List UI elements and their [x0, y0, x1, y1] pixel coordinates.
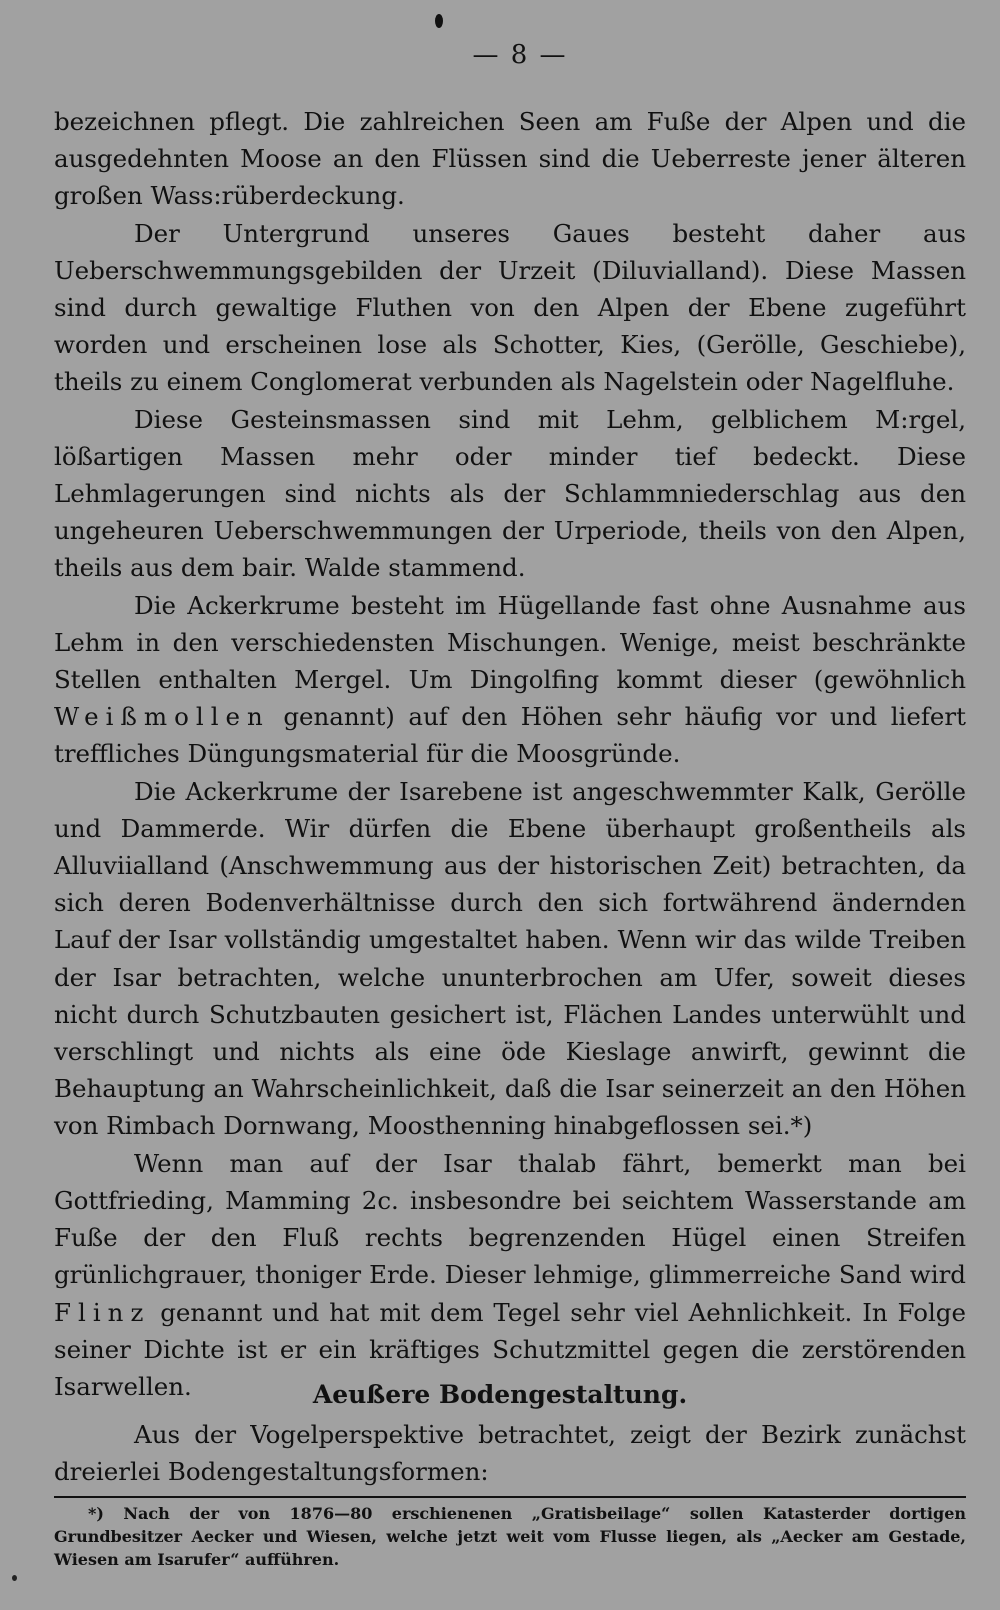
- footnote-divider: [54, 1496, 966, 1498]
- ink-spot: [435, 14, 443, 28]
- paragraph: Der Untergrund unseres Gaues besteht daher aus Ueberschwemmungsgebilden der Urzeit (Diluvialland). Diese Massen sind durch gewaltige Fluthen von den Alpen der Ebene zugeführt worden und erscheinen lose als Schotter, Kies, (Gerölle, Geschiebe), theils zu einem Conglomerat verbunden als Nagelstein oder Nagelfluhe.: [54, 218, 966, 397]
- spaced-term: Weißmollen: [54, 702, 270, 732]
- spaced-term: Flinz: [54, 1297, 151, 1327]
- ink-spot: [12, 1575, 17, 1581]
- section-heading: Aeußere Bodengestaltung.: [312, 1380, 688, 1409]
- paragraph: Die Ackerkrume der Isarebene ist angeschwemmter Kalk, Gerölle und Dammerde. Wir dürfen die Ebene überhaupt großentheils als Alluviialland (Anschwemmung aus der historischen Zeit) betrachten, da sich deren Bodenverhältnisse durch den sich fortwährend ändernden Lauf der Isar vollständig umgestaltet haben. Wenn wir das wilde Treiben der Isar betrachten, welche ununterbrochen am Ufer, soweit dieses nicht durch Schutzbauten gesichert ist, Flächen Landes unterwühlt und verschlingt und nichts als eine öde Kieslage anwirft, gewinnt die Behauptung an Wahrscheinlichkeit, daß die Isar seinerzeit an den Höhen von Rimbach Dornwang, Moosthenning hinabgeflossen sei.*): [54, 776, 966, 1141]
- paragraph: Aus der Vogelperspektive betrachtet, zeigt der Bezirk zunächst dreierlei Bodengestaltungsformen:: [54, 1420, 966, 1487]
- closing-text: [54, 1416, 966, 1490]
- paragraph-text: genannt) auf den Höhen sehr häufig vor und liefert treffliches Düngungsmaterial für die Moosgründe.: [54, 702, 966, 769]
- body-text: [54, 103, 966, 1405]
- paragraph: Diese Gesteinsmassen sind mit Lehm, gelblichem M:rgel, lößartigen Massen mehr oder minder tief bedeckt. Diese Lehmlagerungen sind nichts als der Schlammniederschlag aus den ungeheuren Ueberschwemmungen der Urperiode, theils von den Alpen, theils aus dem bair. Walde stammend.: [54, 404, 966, 583]
- paragraph-text: genannt und hat mit dem Tegel sehr viel Aehnlichkeit. In Folge seiner Dichte ist er ein kräftiges Schutzmittel gegen die zerstörenden Isarwellen.: [54, 1297, 966, 1401]
- paragraph-text: Die Ackerkrume besteht im Hügellande fast ohne Ausnahme aus Lehm in den verschiedensten Mischungen. Wenige, meist beschränkte Stellen enthalten Mergel. Um Dingolfing kommt dieser (gewöhnlich: [54, 590, 966, 695]
- footnote: [54, 1502, 966, 1571]
- paragraph: bezeichnen pflegt. Die zahlreichen Seen am Fuße der Alpen und die ausgedehnten Moose an den Flüssen sind die Ueberreste jener älteren großen Wass:rüberdeckung.: [54, 107, 966, 211]
- footnote-text: *) Nach der von 1876—80 erschienenen „Gratisbeilage“ sollen Katasterder dortigen Grundbesitzer Aecker und Wiesen, welche jetzt weit vom Flusse liegen, als „Aecker am Gestade, Wiesen am Isarufer“ aufführen.: [54, 1504, 966, 1569]
- paragraph-text: Wenn man auf der Isar thalab fährt, bemerkt man bei Gottfrieding, Mamming 2c. insbesondre bei seichtem Wasserstande am Fuße der den Fluß rechts begrenzenden Hügel einen Streifen grünlichgrauer, thoniger Erde. Dieser lehmige, glimmerreiche Sand wird: [54, 1148, 966, 1290]
- page-number: — 8 —: [472, 40, 568, 70]
- paragraph: [54, 587, 966, 773]
- paragraph: [54, 1145, 966, 1405]
